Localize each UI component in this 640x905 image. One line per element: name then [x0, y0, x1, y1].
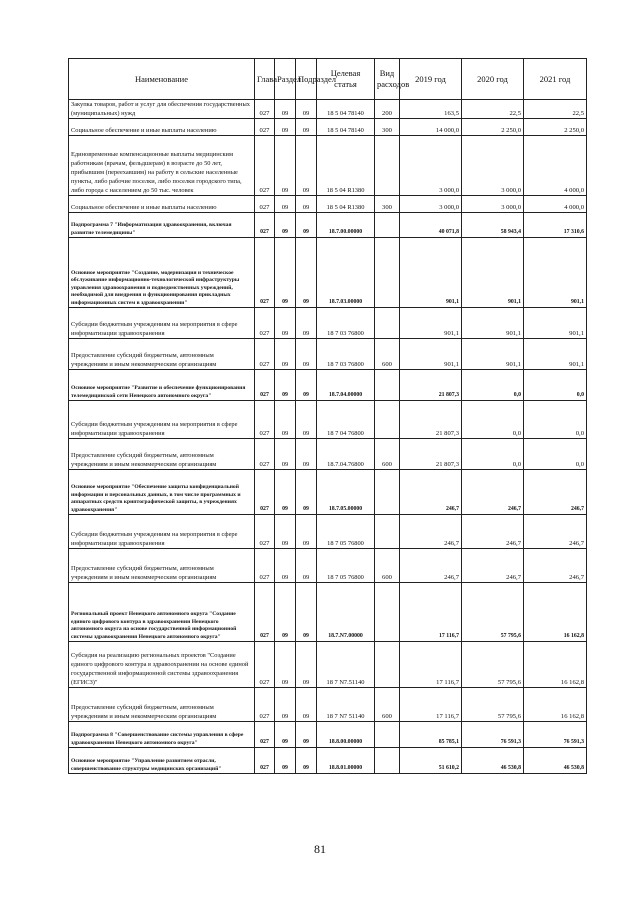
- row-name: Предоставление субсидий бюджетным, автономным учреждениям и иным некоммерческим организациям: [69, 339, 255, 370]
- row-2021: 0,0: [524, 370, 587, 401]
- row-2021: 16 162,8: [524, 642, 587, 688]
- row-2021: 46 530,8: [524, 748, 587, 774]
- row-name: Субсидии бюджетным учреждениям на мероприятия в сфере информатизации здравоохранения: [69, 515, 255, 549]
- row-2021: 2 250,0: [524, 119, 587, 136]
- budget-table: [68, 58, 587, 774]
- row-razdel: 09: [275, 722, 296, 748]
- row-name: Основное мероприятие "Развитие и обеспечение функционирования телемедицинской сети Ненецкого автономного округа": [69, 370, 255, 401]
- row-2019: 17 116,7: [400, 642, 462, 688]
- row-2019: 163,5: [400, 100, 462, 119]
- header-2019: 2019 год: [400, 59, 462, 100]
- row-2019: 246,7: [400, 470, 462, 515]
- row-2020: 901,1: [462, 339, 524, 370]
- row-razdel: 09: [275, 549, 296, 583]
- row-2020: 901,1: [462, 308, 524, 339]
- table-row: [69, 515, 587, 549]
- row-razdel: 09: [275, 370, 296, 401]
- row-target: 18 5 04 R1380: [317, 196, 375, 213]
- row-target: 18 7 N7 51140: [317, 688, 375, 722]
- row-glava: 027: [255, 401, 275, 439]
- row-vid: 600: [375, 339, 400, 370]
- row-vid: 600: [375, 439, 400, 470]
- row-glava: 027: [255, 238, 275, 308]
- table-row: [69, 688, 587, 722]
- row-2019: 40 071,8: [400, 213, 462, 238]
- row-target: 18 7 03 76800: [317, 339, 375, 370]
- row-name: Субсидии бюджетным учреждениям на мероприятия в сфере информатизации здравоохранения: [69, 308, 255, 339]
- row-target: 18.8.01.00000: [317, 748, 375, 774]
- row-2021: 4 000,0: [524, 196, 587, 213]
- table-row: [69, 196, 587, 213]
- row-razdel: 09: [275, 196, 296, 213]
- row-podrazdel: 09: [296, 439, 317, 470]
- row-name: Подпрограмма 8 "Совершенствование системы управления в сфере здравоохранения Ненецкого автономного округа": [69, 722, 255, 748]
- row-podrazdel: 09: [296, 549, 317, 583]
- row-razdel: 09: [275, 401, 296, 439]
- table-row: [69, 136, 587, 196]
- row-vid: [375, 470, 400, 515]
- row-target: 18.7.00.00000: [317, 213, 375, 238]
- row-2019: 3 000,0: [400, 196, 462, 213]
- row-2019: 85 785,1: [400, 722, 462, 748]
- row-vid: [375, 583, 400, 642]
- header-vid: Вид расходов: [375, 59, 400, 100]
- row-2019: 901,1: [400, 339, 462, 370]
- row-razdel: 09: [275, 470, 296, 515]
- row-target: 18.7.03.00000: [317, 238, 375, 308]
- row-target: 18 7 05 76800: [317, 549, 375, 583]
- row-glava: 027: [255, 196, 275, 213]
- row-podrazdel: 09: [296, 196, 317, 213]
- row-2021: 246,7: [524, 515, 587, 549]
- row-podrazdel: 09: [296, 136, 317, 196]
- row-podrazdel: 09: [296, 308, 317, 339]
- row-target: 18 7 04 76800: [317, 401, 375, 439]
- row-podrazdel: 09: [296, 100, 317, 119]
- row-2020: 57 795,6: [462, 642, 524, 688]
- row-name: Субсидия на реализацию региональных проектов "Создание единого цифрового контура в здравоохранении на основе единой государственной информационной системы здравоохранения (ЕГИСЗ)": [69, 642, 255, 688]
- row-2020: 58 943,4: [462, 213, 524, 238]
- row-2021: 16 162,8: [524, 688, 587, 722]
- row-glava: 027: [255, 136, 275, 196]
- row-podrazdel: 09: [296, 401, 317, 439]
- row-target: 18 7 03 76800: [317, 308, 375, 339]
- row-glava: 027: [255, 308, 275, 339]
- row-name: Основное мероприятие "Управление развитием отрасли, совершенствование структуры медицинских организаций": [69, 748, 255, 774]
- table-row: [69, 748, 587, 774]
- row-podrazdel: 09: [296, 642, 317, 688]
- header-name: Наименование: [69, 59, 255, 100]
- row-2019: 3 000,0: [400, 136, 462, 196]
- row-name: Региональный проект Ненецкого автономного округа "Создание единого цифрового контура в здравоохранении Ненецкого автономного округа на основе государственной информационной системы здравоохранения Ненецкого автономного округа": [69, 583, 255, 642]
- row-target: 18 7 N7.51140: [317, 642, 375, 688]
- row-2021: 0,0: [524, 439, 587, 470]
- table-row: [69, 119, 587, 136]
- row-2019: 246,7: [400, 549, 462, 583]
- header-2020: 2020 год: [462, 59, 524, 100]
- row-vid: [375, 642, 400, 688]
- row-target: 18.7.N7.00000: [317, 583, 375, 642]
- row-vid: 300: [375, 119, 400, 136]
- row-2020: 2 250,0: [462, 119, 524, 136]
- row-2021: 4 000,0: [524, 136, 587, 196]
- table-row: [69, 722, 587, 748]
- row-razdel: 09: [275, 583, 296, 642]
- row-name: Предоставление субсидий бюджетным, автономным учреждениям и иным некоммерческим организациям: [69, 688, 255, 722]
- row-name: Социальное обеспечение и иные выплаты населению: [69, 196, 255, 213]
- header-2021: 2021 год: [524, 59, 587, 100]
- row-glava: 027: [255, 642, 275, 688]
- row-glava: 027: [255, 439, 275, 470]
- row-name: Основное мероприятие "Создание, модернизация и техническое обслуживание информационно-технологической инфраструктуры управления здравоохранения и подведомственных учреждений, необходимой для внедрения и функционирования прикладных информационных систем в здравоохранении": [69, 238, 255, 308]
- row-2020: 57 795,6: [462, 688, 524, 722]
- row-2021: 901,1: [524, 308, 587, 339]
- row-2020: 76 591,3: [462, 722, 524, 748]
- row-razdel: 09: [275, 688, 296, 722]
- row-2021: 17 310,6: [524, 213, 587, 238]
- row-2020: 57 795,6: [462, 583, 524, 642]
- row-vid: [375, 213, 400, 238]
- row-target: 18 5 04 R1380: [317, 136, 375, 196]
- row-razdel: 09: [275, 515, 296, 549]
- page-number: 81: [314, 842, 326, 856]
- row-razdel: 09: [275, 339, 296, 370]
- row-podrazdel: 09: [296, 748, 317, 774]
- row-name: Предоставление субсидий бюджетным, автономным учреждениям и иным некоммерческим организациям: [69, 549, 255, 583]
- row-2020: 3 000,0: [462, 136, 524, 196]
- row-2021: 76 591,3: [524, 722, 587, 748]
- row-glava: 027: [255, 722, 275, 748]
- row-2019: 21 807,3: [400, 370, 462, 401]
- row-2020: 3 000,0: [462, 196, 524, 213]
- row-2019: 901,1: [400, 308, 462, 339]
- row-target: 18 5 04 78140: [317, 100, 375, 119]
- row-2021: 246,7: [524, 470, 587, 515]
- row-2021: 0,0: [524, 401, 587, 439]
- row-2020: 0,0: [462, 370, 524, 401]
- row-razdel: 09: [275, 136, 296, 196]
- header-razdel: Раздел: [275, 59, 296, 100]
- row-2020: 246,7: [462, 470, 524, 515]
- row-2019: 51 610,2: [400, 748, 462, 774]
- row-podrazdel: 09: [296, 515, 317, 549]
- row-target: 18 5 04 78140: [317, 119, 375, 136]
- table-row: [69, 238, 587, 308]
- row-name: Основное мероприятие "Обеспечение защиты конфиденциальной информации и персональных данных, в том числе программных и аппаратных средств криптографической защиты, в учреждениях здравоохранения": [69, 470, 255, 515]
- row-podrazdel: 09: [296, 213, 317, 238]
- row-2019: 21 807,3: [400, 439, 462, 470]
- row-2019: 246,7: [400, 515, 462, 549]
- row-2020: 246,7: [462, 549, 524, 583]
- row-2020: 0,0: [462, 401, 524, 439]
- table-row: [69, 100, 587, 119]
- row-2021: 22,5: [524, 100, 587, 119]
- row-vid: [375, 748, 400, 774]
- row-2020: 22,5: [462, 100, 524, 119]
- row-vid: 200: [375, 100, 400, 119]
- header-target: Целевая статья: [317, 59, 375, 100]
- row-target: 18 7 05 76800: [317, 515, 375, 549]
- row-2020: 901,1: [462, 238, 524, 308]
- table-row: [69, 583, 587, 642]
- header-podrazdel: Подраздел: [296, 59, 317, 100]
- row-2021: 246,7: [524, 549, 587, 583]
- row-podrazdel: 09: [296, 370, 317, 401]
- table-row: [69, 308, 587, 339]
- row-name: Предоставление субсидий бюджетным, автономным учреждениям и иным некоммерческим организациям: [69, 439, 255, 470]
- row-vid: 600: [375, 688, 400, 722]
- row-2019: 901,1: [400, 238, 462, 308]
- row-name: Подпрограмма 7 "Информатизация здравоохранения, включая развитие телемедицины": [69, 213, 255, 238]
- row-glava: 027: [255, 213, 275, 238]
- row-vid: 300: [375, 196, 400, 213]
- row-razdel: 09: [275, 439, 296, 470]
- row-vid: [375, 722, 400, 748]
- row-2019: 21 807,3: [400, 401, 462, 439]
- row-target: 18.7.04.00000: [317, 370, 375, 401]
- header-glava: Глава: [255, 59, 275, 100]
- row-razdel: 09: [275, 119, 296, 136]
- row-2019: 14 000,0: [400, 119, 462, 136]
- row-glava: 027: [255, 470, 275, 515]
- row-podrazdel: 09: [296, 238, 317, 308]
- table-row: [69, 470, 587, 515]
- row-target: 18.7.04.76800: [317, 439, 375, 470]
- row-glava: 027: [255, 100, 275, 119]
- row-name: Социальное обеспечение и иные выплаты населению: [69, 119, 255, 136]
- row-glava: 027: [255, 515, 275, 549]
- row-name: Субсидии бюджетным учреждениям на мероприятия в сфере информатизации здравоохранения: [69, 401, 255, 439]
- row-glava: 027: [255, 688, 275, 722]
- row-glava: 027: [255, 583, 275, 642]
- row-2020: 46 530,8: [462, 748, 524, 774]
- row-glava: 027: [255, 119, 275, 136]
- row-2019: 17 116,7: [400, 583, 462, 642]
- row-podrazdel: 09: [296, 470, 317, 515]
- row-2019: 17 116,7: [400, 688, 462, 722]
- row-podrazdel: 09: [296, 722, 317, 748]
- row-target: 18.8.00.00000: [317, 722, 375, 748]
- row-vid: [375, 515, 400, 549]
- row-razdel: 09: [275, 213, 296, 238]
- row-2021: 16 162,8: [524, 583, 587, 642]
- row-razdel: 09: [275, 308, 296, 339]
- row-vid: 600: [375, 549, 400, 583]
- row-vid: [375, 370, 400, 401]
- table-row: [69, 642, 587, 688]
- row-podrazdel: 09: [296, 119, 317, 136]
- row-target: 18.7.05.00000: [317, 470, 375, 515]
- row-razdel: 09: [275, 748, 296, 774]
- row-vid: [375, 238, 400, 308]
- row-vid: [375, 136, 400, 196]
- row-vid: [375, 401, 400, 439]
- row-glava: 027: [255, 370, 275, 401]
- table-body: [69, 100, 587, 774]
- row-2021: 901,1: [524, 339, 587, 370]
- table-row: [69, 549, 587, 583]
- row-podrazdel: 09: [296, 339, 317, 370]
- table-row: [69, 213, 587, 238]
- table-row: [69, 339, 587, 370]
- row-vid: [375, 308, 400, 339]
- row-glava: 027: [255, 549, 275, 583]
- row-name: Закупка товаров, работ и услуг для обеспечения государственных (муниципальных) нужд: [69, 100, 255, 119]
- row-podrazdel: 09: [296, 583, 317, 642]
- row-razdel: 09: [275, 100, 296, 119]
- row-razdel: 09: [275, 238, 296, 308]
- row-name: Единовременные компенсационные выплаты медицинским работникам (врачам, фельдшерам) в возрасте до 50 лет, прибывшим (переехавшим) на работу в сельские населенные пункты, либо рабочие поселки, либо поселки городского типа, либо города с населением до 50 тыс. человек: [69, 136, 255, 196]
- row-2021: 901,1: [524, 238, 587, 308]
- table-row: [69, 439, 587, 470]
- header-row: [69, 59, 587, 100]
- row-podrazdel: 09: [296, 688, 317, 722]
- table-row: [69, 370, 587, 401]
- row-2020: 0,0: [462, 439, 524, 470]
- table-row: [69, 401, 587, 439]
- row-glava: 027: [255, 339, 275, 370]
- row-glava: 027: [255, 748, 275, 774]
- row-2020: 246,7: [462, 515, 524, 549]
- row-razdel: 09: [275, 642, 296, 688]
